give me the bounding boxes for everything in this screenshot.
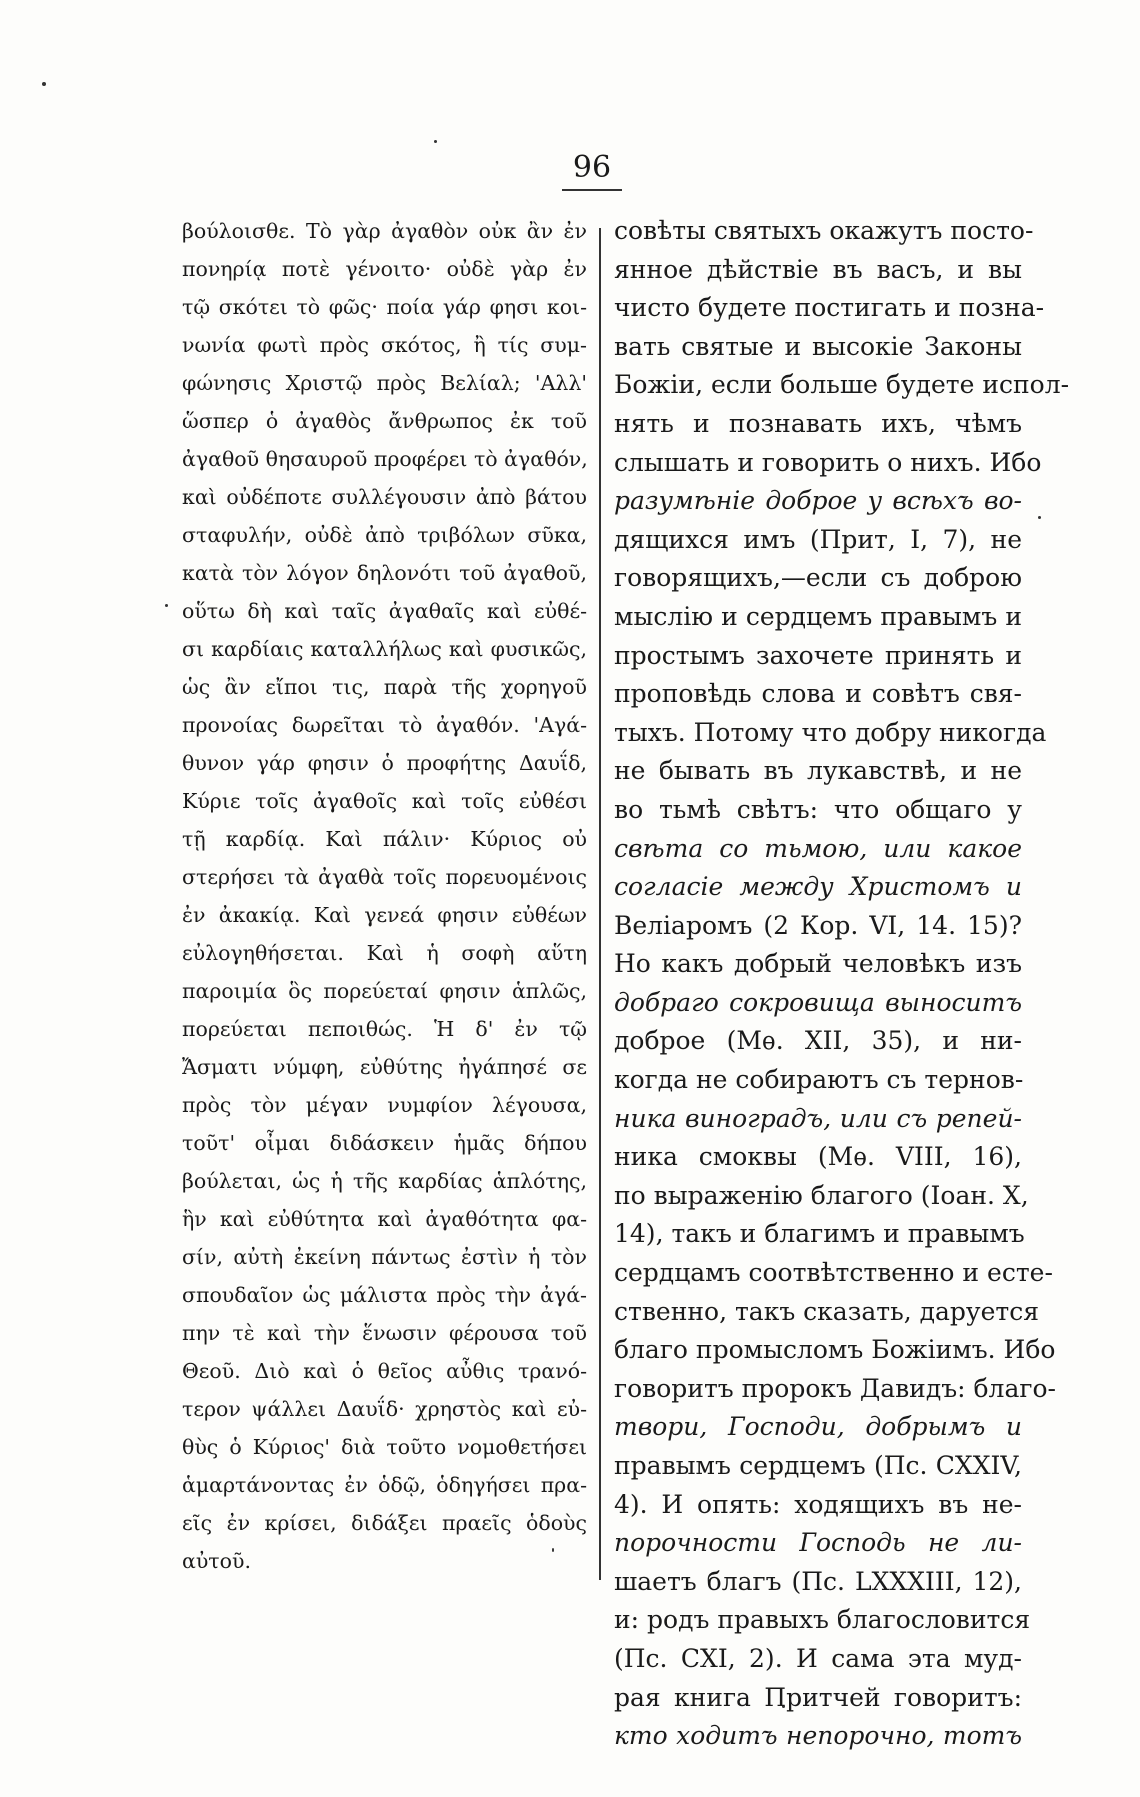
russian-line: тыхъ. Потому что добру никогда [614,717,1047,747]
greek-line: αὐτοῦ. [182,1549,251,1573]
russian-text-column [614,212,1070,1756]
greek-line: ἁμαρτάνοντας ἐν ὁδῷ, ὁδηγήσει πρα- [182,1473,587,1497]
greek-line: σίν, αὐτὴ ἐκείνη πάντως ἐστὶν ἡ τὸν [182,1245,587,1269]
russian-line: (Пс. CXI, 2). И сама эта муд- [614,1643,1022,1673]
russian-line: когда не собираютъ съ тернов- [614,1065,1024,1095]
russian-line: свѣта со тьмою, или какое [614,833,1022,863]
greek-line: σπουδαῖον ὡς μάλιστα πρὸς τὴν ἀγά- [182,1283,587,1307]
russian-line: разумѣніе доброе у всѣхъ во- [614,486,1022,516]
russian-line: мыслію и сердцемъ правымъ и [614,601,1022,631]
russian-line: доброе (Мѳ. XII, 35), и ни- [614,1026,1022,1056]
greek-line: παροιμία ὃς πορεύεταί φησιν ἁπλῶς, [182,979,587,1003]
speck-mark [434,140,437,143]
greek-line: καὶ οὐδέποτε συλλέγουσιν ἀπὸ βάτου [182,485,587,509]
greek-line: τῇ καρδίᾳ. Καὶ πάλιν· Κύριος οὐ [182,827,587,851]
russian-line: благо промысломъ Божіимъ. Ибо [614,1335,1056,1365]
greek-line: ἀγαθοῦ θησαυροῦ προφέρει τὸ ἀγαθόν, [182,447,588,471]
greek-line: φώνησις Χριστῷ πρὸς Βελίαλ; 'Αλλ' [182,371,587,395]
greek-line: πονηρίᾳ ποτὲ γένοιτο· οὐδὲ γὰρ ἐν [182,257,587,281]
russian-line: слышать и говорить о нихъ. Ибо [614,447,1042,477]
russian-line: простымъ захочете принять и [614,640,1022,670]
russian-line: Веліаромъ (2 Кор. VI, 14. 15)? [614,910,1022,940]
greek-line: ἐν ἀκακίᾳ. Καὶ γενεά φησιν εὐθέων [182,903,587,927]
russian-line: кто ходитъ непорочно, тотъ [614,1721,1022,1751]
russian-line: по выраженію благого (Іоан. X, [614,1180,1029,1210]
greek-line: ὡς ἂν εἴποι τις, παρὰ τῆς χορηγοῦ [182,675,587,699]
greek-text-column [182,212,587,1580]
column-divider [599,228,601,1580]
russian-line: совѣты святыхъ окажутъ посто- [614,216,1034,245]
russian-line: твори, Господи, добрымъ и [614,1412,1022,1442]
greek-line: σι καρδίαις καταλλήλως καὶ φυσικῶς, [182,637,587,661]
russian-line: согласіе между Христомъ и [614,872,1022,902]
greek-line: πορεύεται πεποιθώς. Ἡ δ' ἐν τῷ [182,1017,587,1041]
russian-line: сердцамъ соотвѣтственно и есте- [614,1258,1053,1288]
greek-line: σταφυλήν, οὐδὲ ἀπὸ τριβόλων σῦκα, [182,523,587,547]
russian-line: не бывать въ лукавствѣ, и не [614,756,1022,786]
greek-line: στερήσει τὰ ἀγαθὰ τοῖς πορευομένοις [182,865,587,889]
greek-line: βούλεται, ὡς ἡ τῆς καρδίας ἁπλότης, [182,1169,587,1193]
russian-line: 14), такъ и благимъ и правымъ [614,1219,1025,1249]
greek-line: εῖς ἐν κρίσει, διδάξει πραεῖς ὁδοὺς [182,1511,587,1535]
greek-line: οὕτω δὴ καὶ ταῖς ἀγαθαῖς καὶ εὐθέ- [182,599,587,623]
russian-line: янное дѣйствіе въ васъ, и вы [614,254,1022,284]
greek-line: κατὰ τὸν λόγον δηλονότι τοῦ ἀγαθοῦ, [182,561,587,585]
russian-line: говоритъ пророкъ Давидъ: благо- [614,1373,1056,1403]
greek-line: προνοίας δωρεῖται τὸ ἀγαθόν. 'Αγά- [182,713,587,737]
russian-line: ника виноградъ, или съ репей- [614,1103,1022,1133]
page-number: 96 [572,150,612,185]
russian-line: Но какъ добрый человѣкъ изъ [614,949,1022,979]
speck-mark [42,82,46,86]
russian-line: чисто будете постигать и позна- [614,293,1045,323]
russian-line: ника смоквы (Мѳ. VIII, 16), [614,1142,1022,1172]
greek-line: βούλοισθε. Τὸ γὰρ ἀγαθὸν οὐκ ἂν ἐν [182,219,587,243]
greek-line: Κύριε τοῖς ἀγαθοῖς καὶ τοῖς εὐθέσι [182,789,587,813]
russian-line: ственно, такъ сказать, даруется [614,1296,1039,1326]
speck-mark [165,604,168,607]
greek-line: τερον ψάλλει Δαυΐδ· χρηστὸς καὶ εὐ- [182,1397,587,1421]
russian-line: вать святые и высокіе Законы [614,331,1022,361]
russian-line: правымъ сердцемъ (Пс. CXXIV, [614,1451,1022,1480]
speck-mark [1038,516,1041,519]
greek-line: τοῦτ' οἶμαι διδάσκειν ἡμᾶς δήπου [182,1131,587,1155]
greek-line: πρὸς τὸν μέγαν νυμφίον λέγουσα, [182,1093,587,1117]
greek-line: εὐλογηθήσεται. Καὶ ἡ σοφὴ αὕτη [182,941,587,965]
greek-line: θυνον γάρ φησιν ὁ προφήτης Δαυΐδ, [182,751,587,775]
page-number-rule [562,189,622,191]
russian-line: шаетъ благъ (Пс. LXXXIII, 12), [614,1566,1022,1596]
russian-line: 4). И опять: ходящихъ въ не- [614,1489,1022,1519]
greek-line: θὺς ὁ Κύριος' διὰ τοῦτο νομοθετήσει [182,1435,587,1459]
greek-line: ἣν καὶ εὐθύτητα καὶ ἀγαθότητα φα- [182,1207,587,1231]
russian-line: и: родъ правыхъ благословится [614,1605,1031,1635]
russian-line: Божіи, если больше будете испол- [614,370,1070,400]
russian-line: говорящихъ,—если съ доброю [614,563,1022,593]
greek-line: ὥσπερ ὁ ἀγαθὸς ἄνθρωπος ἐκ τοῦ [182,409,587,433]
greek-line: Ἄσματι νύμφη, εὐθύτης ἠγάπησέ σε [182,1055,587,1079]
greek-line: νωνία φωτὶ πρὸς σκότος, ἢ τίς συμ- [182,333,587,357]
greek-line: τῷ σκότει τὸ φῶς· ποία γάρ φησι κοι- [182,295,587,319]
russian-line: нять и познавать ихъ, чѣмъ [614,408,1022,438]
russian-line: рая книга Притчей говоритъ: [614,1682,1022,1712]
russian-line: порочности Господь не ли- [614,1528,1022,1558]
russian-line: дящихся имъ (Прит, I, 7), не [614,524,1022,554]
greek-line: Θεοῦ. Διὸ καὶ ὁ θεῖος αὖθις τρανό- [182,1359,587,1383]
russian-line: во тьмѣ свѣтъ: что общаго у [614,794,1022,824]
greek-line: πην τὲ καὶ τὴν ἕνωσιν φέρουσα τοῦ [182,1321,587,1345]
russian-line: проповѣдь слова и совѣтъ свя- [614,679,1022,709]
russian-line: добраго сокровища выноситъ [614,987,1022,1017]
